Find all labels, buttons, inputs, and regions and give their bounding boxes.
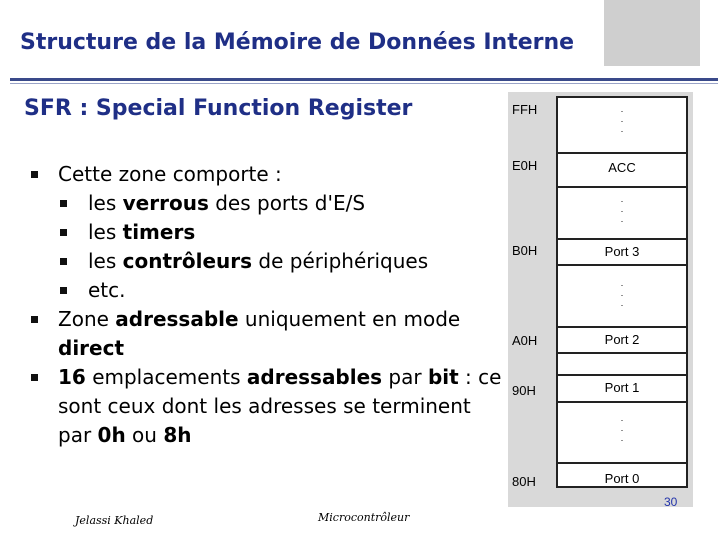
slide-title: Structure de la Mémoire de Données Interne (20, 30, 575, 55)
bullet-zone (30, 305, 510, 363)
memory-divider (556, 152, 688, 154)
bullet-bold: 16 (58, 365, 86, 389)
bullet-bold: direct (58, 336, 125, 360)
memory-ellipsis: . . . (620, 413, 624, 443)
memory-cell-port1: Port 1 (604, 380, 640, 395)
bullet-text: par (382, 365, 428, 389)
sub-bullet-bold: timers (122, 220, 196, 244)
memory-divider (556, 264, 688, 266)
sub-bullet-text: les (88, 220, 123, 244)
memory-divider (556, 401, 688, 403)
bullet-intro (30, 160, 510, 189)
sub-bullet-timers (30, 218, 510, 247)
footer-author: Jelassi Khaled (75, 514, 154, 527)
bullet-bold: bit (427, 365, 459, 389)
bullet-square-icon (31, 374, 38, 381)
bullet-square-icon (31, 171, 38, 178)
corner-decoration (604, 0, 700, 66)
bullet-square-icon (60, 229, 67, 236)
memory-divider (556, 374, 688, 376)
bullet-square-icon (60, 200, 67, 207)
sub-bullet-text: les (88, 249, 123, 273)
memory-cell-port3: Port 3 (604, 244, 640, 259)
memory-divider (556, 352, 688, 354)
memory-cell-acc: ACC (608, 160, 636, 175)
sub-bullet-text: etc. (88, 278, 126, 302)
memory-cell-port0: Port 0 (604, 471, 640, 486)
bullet-text: Zone (58, 307, 116, 331)
sub-bullet-controleurs (30, 247, 510, 276)
address-label: B0H (512, 243, 538, 258)
sub-bullet-text: de périphériques (252, 249, 429, 273)
sub-bullet-bold: contrôleurs (122, 249, 253, 273)
bullet-square-icon (60, 287, 67, 294)
sub-bullet-text: les (88, 191, 123, 215)
bullet-intro-text: Cette zone comporte : (58, 162, 282, 186)
sub-bullet-text: des ports d'E/S (208, 191, 366, 215)
address-label: 90H (512, 383, 536, 398)
footer-course: Microcontrôleur (318, 511, 410, 524)
bullet-bold: adressables (246, 365, 383, 389)
address-label: E0H (512, 158, 538, 173)
bullet-square-icon (60, 258, 67, 265)
bullet-text: emplacements (85, 365, 247, 389)
memory-ellipsis: . . . (620, 194, 624, 224)
memory-divider (556, 186, 688, 188)
bullet-bold: adressable (115, 307, 239, 331)
memory-divider (556, 462, 688, 464)
bullet-count (30, 363, 510, 450)
title-underline-thin (10, 83, 718, 84)
bullet-bold: 0h (97, 423, 126, 447)
sub-bullet-etc (30, 276, 510, 305)
address-label: FFH (512, 102, 538, 117)
sub-bullet-bold: verrous (122, 191, 209, 215)
page-number: 30 (664, 495, 678, 509)
address-label: A0H (512, 333, 538, 348)
sub-bullet-verrous (30, 189, 510, 218)
memory-ellipsis: . . . (620, 104, 624, 134)
memory-divider (556, 238, 688, 240)
bullet-text: : ce sont ceux dont les adresses se terminent par (58, 365, 502, 447)
bullet-text: uniquement en mode (238, 307, 461, 331)
bullet-list (30, 160, 510, 450)
memory-ellipsis: . . . (620, 278, 624, 308)
bullet-square-icon (31, 316, 38, 323)
slide-subtitle: SFR : Special Function Register (24, 96, 413, 121)
address-label: 80H (512, 474, 536, 489)
memory-divider (556, 326, 688, 328)
memory-cell-port2: Port 2 (604, 332, 640, 347)
bullet-text: ou (125, 423, 164, 447)
title-underline (10, 78, 718, 81)
bullet-bold: 8h (163, 423, 192, 447)
